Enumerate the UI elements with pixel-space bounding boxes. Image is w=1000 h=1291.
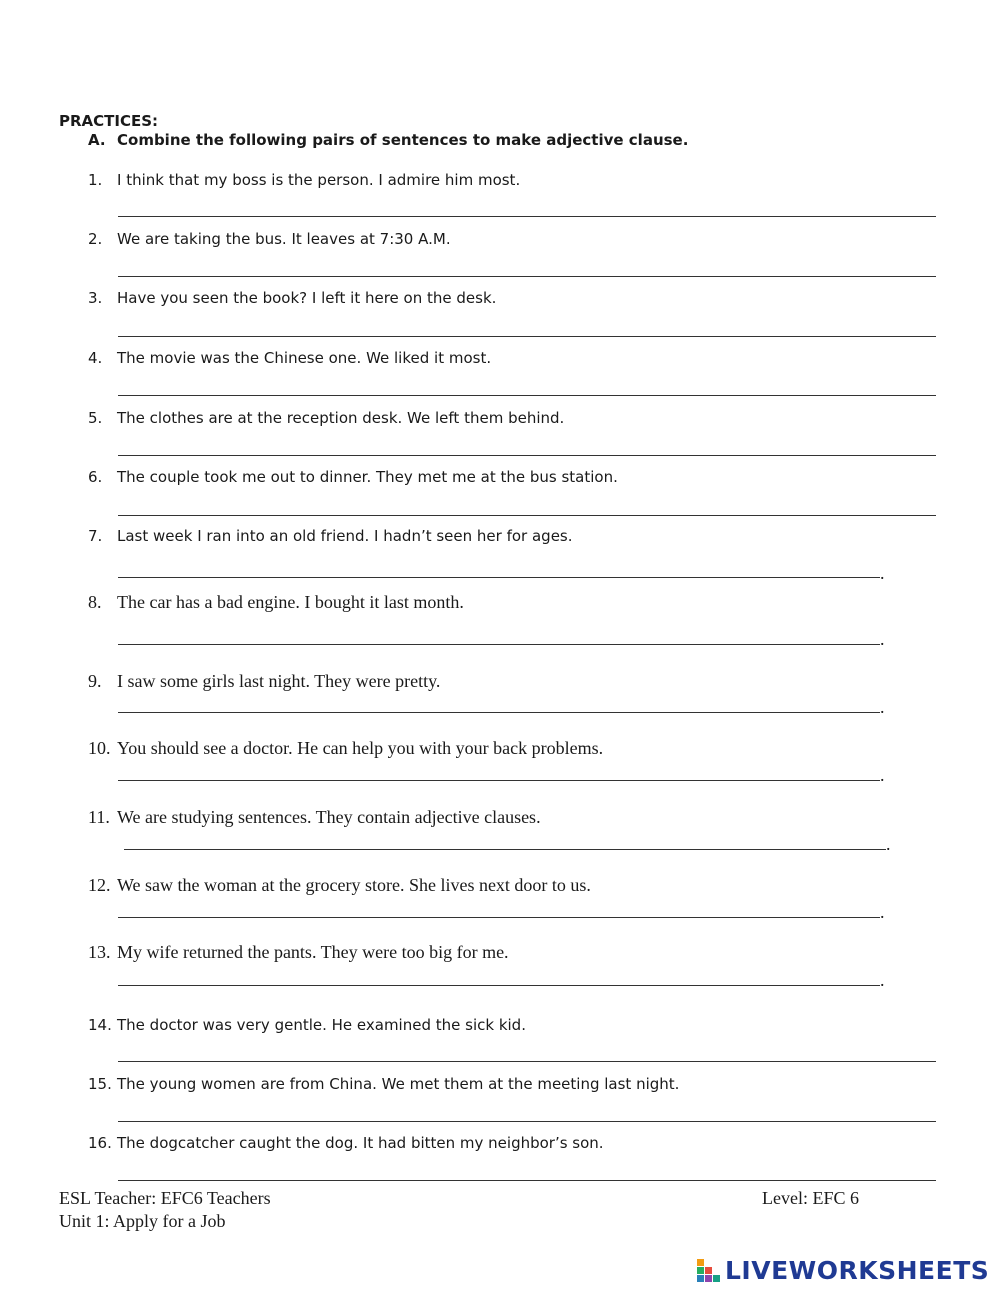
answer-period: . — [880, 765, 885, 785]
question-14 — [88, 1016, 526, 1034]
answer-period: . — [880, 563, 885, 583]
answer-line-11[interactable] — [124, 849, 886, 850]
question-text: Have you seen the book? I left it here on the desk. — [117, 289, 497, 307]
question-text: The couple took me out to dinner. They met me at the bus station. — [117, 468, 618, 486]
question-3 — [88, 289, 496, 307]
question-number: 10. — [88, 738, 111, 758]
question-9 — [88, 671, 440, 692]
question-11 — [88, 807, 541, 828]
question-text: The clothes are at the reception desk. We left them behind. — [117, 409, 565, 427]
question-10 — [88, 738, 603, 759]
question-number: 14. — [88, 1016, 112, 1034]
question-number: 3. — [88, 289, 103, 307]
answer-line-7[interactable] — [118, 577, 880, 578]
answer-period: . — [880, 902, 885, 922]
question-text: We are studying sentences. They contain adjective clauses. — [117, 807, 541, 827]
answer-line-16[interactable] — [118, 1180, 936, 1181]
question-number: 2. — [88, 230, 103, 248]
question-text: I saw some girls last night. They were pretty. — [117, 671, 441, 691]
practices-heading: PRACTICES: — [59, 112, 159, 130]
instruction-letter: A. — [88, 131, 106, 149]
question-16 — [88, 1134, 604, 1152]
question-text: The dogcatcher caught the dog. It had bitten my neighbor’s son. — [117, 1134, 604, 1152]
question-13 — [88, 942, 509, 963]
question-text: Last week I ran into an old friend. I hadn’t seen her for ages. — [117, 527, 573, 545]
answer-period: . — [880, 697, 885, 717]
answer-line-8[interactable] — [118, 644, 880, 645]
answer-line-15[interactable] — [118, 1121, 936, 1122]
question-7 — [88, 527, 573, 545]
question-15 — [88, 1075, 679, 1093]
answer-period: . — [880, 629, 885, 649]
question-8 — [88, 592, 464, 613]
answer-line-9[interactable] — [118, 712, 880, 713]
liveworksheets-blocks-icon — [697, 1257, 723, 1283]
question-number: 6. — [88, 468, 103, 486]
answer-line-1[interactable] — [118, 216, 936, 217]
question-2 — [88, 230, 451, 248]
instruction-a — [88, 131, 688, 149]
question-number: 8. — [88, 592, 102, 612]
question-text: I think that my boss is the person. I admire him most. — [117, 171, 521, 189]
question-number: 11. — [88, 807, 110, 827]
question-number: 15. — [88, 1075, 112, 1093]
question-text: The young women are from China. We met them at the meeting last night. — [117, 1075, 680, 1093]
question-number: 1. — [88, 171, 103, 189]
answer-line-10[interactable] — [118, 780, 880, 781]
question-6 — [88, 468, 618, 486]
answer-line-3[interactable] — [118, 336, 936, 337]
answer-line-6[interactable] — [118, 515, 936, 516]
question-text: We are taking the bus. It leaves at 7:30 A.M. — [117, 230, 451, 248]
question-number: 12. — [88, 875, 111, 895]
question-text: The car has a bad engine. I bought it last month. — [117, 592, 464, 612]
footer-level: Level: EFC 6 — [762, 1188, 859, 1208]
answer-line-2[interactable] — [118, 276, 936, 277]
question-number: 13. — [88, 942, 111, 962]
liveworksheets-logo[interactable] — [697, 1254, 989, 1286]
answer-line-4[interactable] — [118, 395, 936, 396]
answer-line-5[interactable] — [118, 455, 936, 456]
question-text: My wife returned the pants. They were too big for me. — [117, 942, 509, 962]
question-number: 9. — [88, 671, 102, 691]
answer-line-14[interactable] — [118, 1061, 936, 1062]
question-4 — [88, 349, 491, 367]
question-number: 5. — [88, 409, 103, 427]
question-number: 7. — [88, 527, 103, 545]
question-text: We saw the woman at the grocery store. She lives next door to us. — [117, 875, 591, 895]
question-text: You should see a doctor. He can help you with your back problems. — [117, 738, 604, 758]
question-5 — [88, 409, 564, 427]
question-text: The doctor was very gentle. He examined the sick kid. — [117, 1016, 526, 1034]
question-text: The movie was the Chinese one. We liked it most. — [117, 349, 492, 367]
footer-teacher: ESL Teacher: EFC6 Teachers — [59, 1188, 271, 1208]
question-12 — [88, 875, 591, 896]
question-number: 4. — [88, 349, 103, 367]
answer-line-12[interactable] — [118, 917, 880, 918]
question-number: 16. — [88, 1134, 112, 1152]
answer-period: . — [880, 970, 885, 990]
question-1 — [88, 171, 520, 189]
answer-line-13[interactable] — [118, 985, 880, 986]
instruction-text: Combine the following pairs of sentences to make adjective clause. — [117, 131, 689, 149]
liveworksheets-logo-text: LIVEWORKSHEETS — [725, 1255, 990, 1285]
footer-unit: Unit 1: Apply for a Job — [59, 1211, 226, 1231]
answer-period: . — [886, 834, 891, 854]
